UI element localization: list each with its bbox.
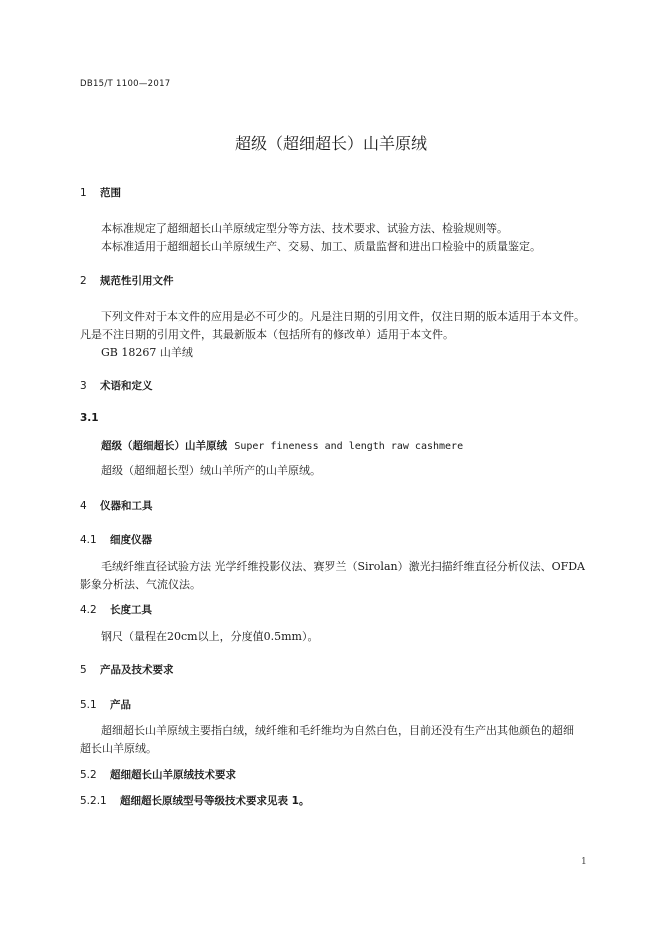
section-2-heading xyxy=(80,273,174,288)
term-definition: 超级（超细超长型）绒山羊所产的山羊原绒。 xyxy=(101,464,321,477)
standard-number: DB15/T 1100—2017 xyxy=(80,79,171,89)
section-title: 超细超长山羊原绒技术要求 xyxy=(110,769,236,781)
term-chinese: 超级（超细超长）山羊原绒 xyxy=(101,440,227,452)
section-title: 细度仪器 xyxy=(110,534,152,546)
section-number: 4.1 xyxy=(80,534,97,546)
term-english: Super fineness and length raw cashmere xyxy=(234,441,464,452)
clause-5-2-1-heading xyxy=(80,793,309,808)
page-number: 1 xyxy=(581,857,587,867)
section-5-heading xyxy=(80,662,174,677)
document-title: 超级（超细超长）山羊原绒 xyxy=(234,134,427,153)
section-title: 长度工具 xyxy=(110,604,152,616)
paragraph: 凡是不注日期的引用文件，其最新版本（包括所有的修改单）适用于本文件。 xyxy=(80,328,454,341)
paragraph: 下列文件对于本文件的应用是必不可少的。凡是注日期的引用文件，仅注日期的版本适用于本文件。 xyxy=(101,310,585,323)
section-number: 4 xyxy=(80,500,87,512)
paragraph: 超细超长山羊原绒主要指白绒，绒纤维和毛纤维均为自然白色，目前还没有生产出其他颜色的超细 xyxy=(101,724,574,737)
clause-3-1-number: 3.1 xyxy=(80,412,99,424)
section-title: 超细超长原绒型号等级技术要求见表 1。 xyxy=(120,795,310,807)
paragraph: 本标准规定了超细超长山羊原绒定型分等方法、技术要求、试验方法、检验规则等。 xyxy=(101,222,508,235)
section-number: 5.1 xyxy=(80,699,97,711)
term-entry xyxy=(101,438,463,453)
clause-4-2-heading xyxy=(80,602,152,617)
section-title: 产品 xyxy=(110,699,131,711)
paragraph: 毛绒纤维直径试验方法 光学纤维投影仪法、赛罗兰（Sirolan）激光扫描纤维直径分析仪法、OFDA xyxy=(101,560,586,573)
paragraph: 钢尺（量程在20cm以上，分度值0.5mm）。 xyxy=(101,630,319,643)
paragraph: 本标准适用于超细超长山羊原绒生产、交易、加工、质量监督和进出口检验中的质量鉴定。 xyxy=(101,240,541,253)
section-title: 术语和定义 xyxy=(100,380,153,392)
clause-5-2-heading xyxy=(80,767,236,782)
clause-5-1-heading xyxy=(80,697,131,712)
section-number: 1 xyxy=(80,187,87,199)
section-title: 范围 xyxy=(100,187,121,199)
section-number: 3 xyxy=(80,380,87,392)
section-number: 5 xyxy=(80,664,87,676)
reference-item: GB 18267 山羊绒 xyxy=(101,346,193,359)
section-title: 仪器和工具 xyxy=(100,500,153,512)
paragraph: 超长山羊原绒。 xyxy=(80,742,157,755)
section-number: 4.2 xyxy=(80,604,97,616)
section-number: 2 xyxy=(80,275,87,287)
section-number: 5.2 xyxy=(80,769,97,781)
section-number: 5.2.1 xyxy=(80,795,107,807)
paragraph: 影象分析法、气流仪法。 xyxy=(80,578,201,591)
section-3-heading xyxy=(80,378,153,393)
section-title: 规范性引用文件 xyxy=(100,275,174,287)
clause-4-1-heading xyxy=(80,532,152,547)
section-1-heading xyxy=(80,185,121,200)
section-4-heading xyxy=(80,498,153,513)
section-title: 产品及技术要求 xyxy=(100,664,174,676)
